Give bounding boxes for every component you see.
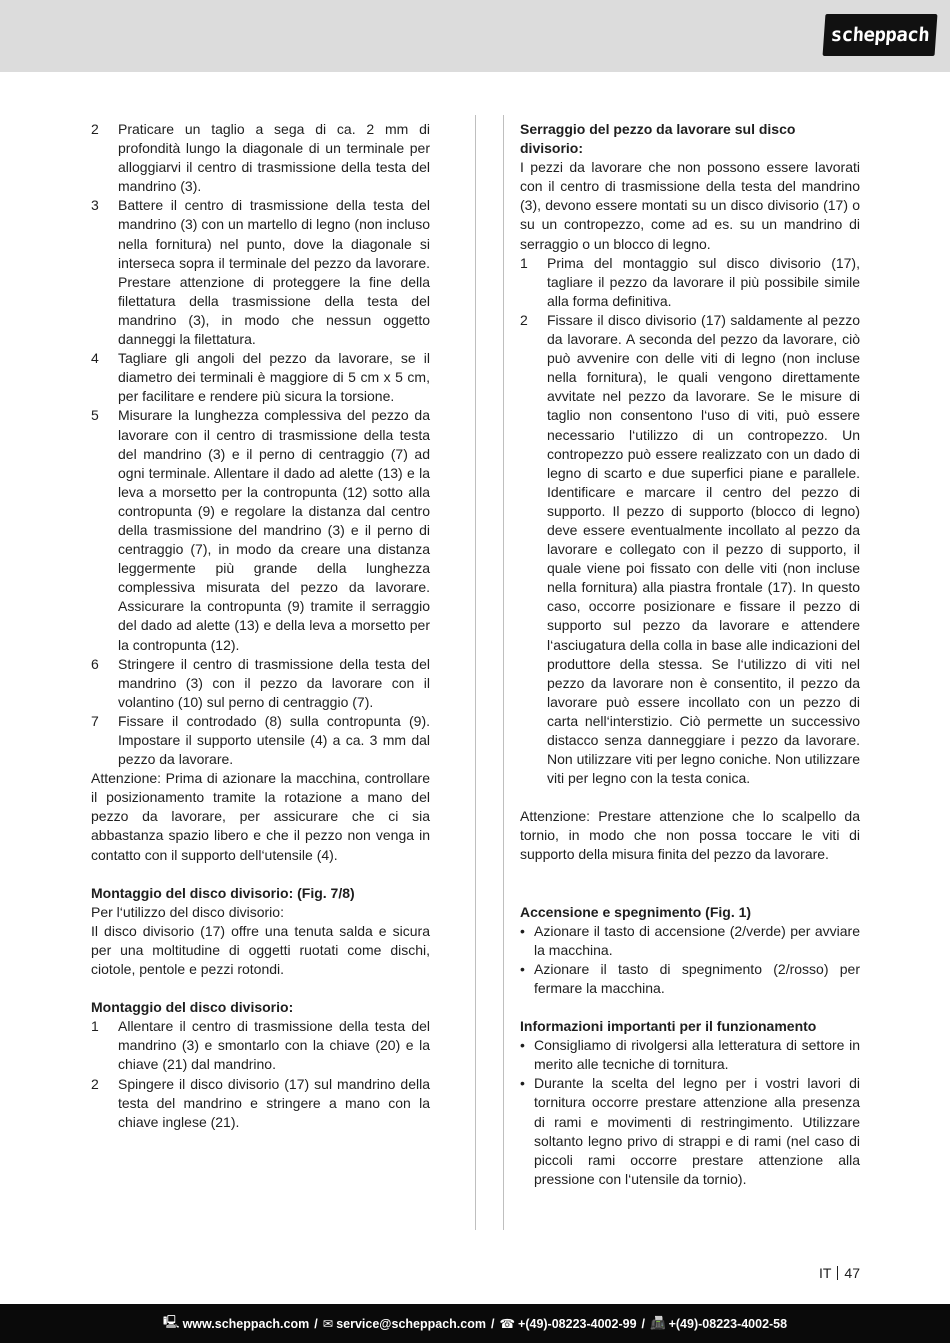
bullet-text: Azionare il tasto di spegnimento (2/rosso) per fermare la macchina. — [534, 960, 860, 996]
bullet-text: Durante la scelta del legno per i vostri lavori di tornitura occorre prestare attenzione alla presenza di rami e movimenti di restringimento. Utilizzare soltanto legno privo di strappi e di rami (nel caso di piccoli rami occorre prestare attenzione alla pressione con l‘utensile da tornio). — [534, 1075, 860, 1187]
bullet-icon: • — [520, 922, 525, 939]
footer-bar — [0, 1304, 950, 1343]
steps-list-a — [91, 120, 430, 769]
logo-text: scheppach — [829, 24, 930, 46]
section-heading: Informazioni importanti per il funzionamento — [520, 1018, 817, 1035]
bullet-text: Consigliamo di rivolgersi alla letteratura di settore in merito alle tecniche di tornitura. — [534, 1037, 860, 1073]
list-item — [520, 254, 860, 311]
paragraph: Per l‘utilizzo del disco divisorio: — [91, 903, 284, 920]
fax-icon: 📠 — [650, 1316, 666, 1330]
step-number: 7 — [91, 712, 99, 729]
page-number-value: 47 — [844, 1265, 860, 1281]
bullet-icon: • — [520, 960, 525, 977]
step-text: Tagliare gli angoli del pezzo da lavorare, se il diametro dei terminali è maggiore di 5 cm x 5 cm, per facilitare e rendere più sicura la torsione. — [118, 350, 430, 405]
right-column — [520, 120, 860, 1189]
left-column — [91, 120, 430, 1132]
list-item — [91, 655, 430, 712]
page-separator — [837, 1266, 838, 1280]
list-item — [91, 712, 430, 769]
list-item — [520, 960, 860, 998]
language-code: IT — [818, 1265, 832, 1281]
bullet-text: Azionare il tasto di accensione (2/verde) per avviare la macchina. — [534, 922, 860, 958]
column-divider — [475, 115, 476, 1230]
section-heading: Accensione e spegnimento (Fig. 1) — [520, 903, 752, 920]
step-text: Allentare il centro di trasmissione della testa del mandrino (3) e smontarlo con la chiave (20) e la chiave (21) dal mandrino. — [118, 1018, 430, 1073]
list-item — [520, 311, 860, 788]
step-number: 2 — [520, 311, 528, 328]
step-text: Spingere il disco divisorio (17) sul mandrino della testa del mandrino e stringere a mano con la chiave inglese (21). — [118, 1075, 430, 1130]
list-item — [91, 120, 430, 196]
footer-separator: / — [490, 1316, 495, 1331]
attention-note: Attenzione: Prima di azionare la macchina, controllare il posizionamento tramite la rotazione a mano del pezzo da lavorare, per assicurare che ci sia abbastanza spazio libero e che il pezzo non venga in contatto con il supporto dell‘utensile (4). — [91, 770, 430, 863]
step-number: 6 — [91, 655, 99, 672]
step-number: 3 — [91, 197, 99, 214]
step-text: Fissare il controdado (8) sulla contropunta (9). Impostare il supporto utensile (4) a ca. 3 mm dal pezzo da lavorare. — [118, 712, 430, 768]
bullet-list-info — [520, 1036, 860, 1189]
step-text: Prima del montaggio sul disco divisorio (17), tagliare il pezzo da lavorare il più possibile simile alla forma definitiva. — [547, 254, 860, 309]
paragraph: Il disco divisorio (17) offre una tenuta salda e sicura per una moltitudine di oggetti ruotati come dischi, ciotole, pentole e pezzi rotondi. — [91, 922, 430, 978]
section-heading: Montaggio del disco divisorio: — [91, 999, 294, 1016]
bullet-list-onoff — [520, 922, 860, 998]
header-band — [0, 0, 950, 72]
list-item — [520, 922, 860, 960]
list-item — [91, 349, 430, 406]
paragraph: I pezzi da lavorare che non possono essere lavorati con il centro di trasmissione della testa del mandrino (3), devono essere montati su un disco divisorio (17) o su un contropezzo, come ad es. su un mandrino di serraggio o un blocco di legno. — [520, 159, 860, 252]
list-item — [520, 1036, 860, 1074]
phone-icon: ☎ — [499, 1317, 516, 1331]
footer-separator: / — [314, 1316, 318, 1331]
step-number: 4 — [91, 350, 99, 367]
step-number: 2 — [91, 121, 99, 137]
step-text: Misurare la lunghezza complessiva del pezzo da lavorare con il centro di trasmissione della testa del mandrino (3) e il perno di centraggio (7) ad ogni terminale. Allentare il dado ad alette (13) e la leva a morsetto per la contropunta (12) sotto alla contropunta (9) e regolare la distanza dal centro della trasmissione del mandrino (3) e il perno di centraggio (7), in modo da creare una distanza leggermente più grande della lunghezza complessiva misurata del pezzo da lavorare. Assicurare la contropunta (9) tramite il serraggio del dado ad alette (13) e della leva a morsetto per la contropunta (12). — [118, 407, 430, 653]
step-text: Battere il centro di trasmissione della testa del mandrino (3) con un martello di legno (non incluso nella fornitura) nel punto, dove la diagonale si interseca sopra il terminale del pezzo da lavorare. Prestare attenzione di proteggere la fine della filettatura della trasmissione della testa del mandrino (3), in modo che nessun oggetto danneggi la filettatura. — [118, 197, 430, 348]
steps-list-c — [520, 254, 860, 789]
step-number: 2 — [91, 1075, 99, 1092]
step-number: 1 — [520, 254, 528, 271]
list-item — [520, 1074, 860, 1189]
section-heading: Serraggio del pezzo da lavorare sul disco divisorio: — [520, 121, 796, 157]
step-text: Stringere il centro di trasmissione della testa del mandrino (3) con il pezzo da lavorare con il volantino (10) sul perno di centraggio (7). — [118, 655, 430, 710]
bullet-icon: • — [520, 1037, 525, 1054]
bullet-icon: • — [520, 1075, 525, 1092]
list-item — [91, 1017, 430, 1074]
column-divider-secondary — [503, 115, 504, 1230]
email-icon: ✉ — [322, 1317, 334, 1331]
footer-fax: +(49)-08223-4002-58 — [668, 1316, 788, 1331]
attention-note: Attenzione: Prestare attenzione che lo scalpello da tornio, in modo che non possa toccare le viti di supporto della misura finita del pezzo da lavorare. — [520, 808, 860, 863]
computer-icon: 🖳 — [162, 1315, 180, 1329]
step-text: Praticare un taglio a sega di ca. 2 mm di profondità lungo la diagonale di un terminale per alloggiarvi il centro di trasmissione della testa del mandrino (3). — [118, 121, 430, 195]
step-text: Fissare il disco divisorio (17) saldamente al pezzo da lavorare. A seconda del pezzo da lavorare, ciò può avvenire con delle viti di legno (non incluse nella fornitura), le quali vengono direttamente avvitate nel pezzo da lavorare. Se le misure di taglio non consentono l‘uso di viti, può essere necessario l‘utilizzo di un contropezzo. Un contropezzo può essere realizzato con un dado di legno di scarto e due superfici piane e parallele. Identificare e marcare il centro del pezzo di supporto. Il pezzo di supporto (blocco di legno) deve essere eventualmente incollato al pezzo da lavorare e collegato con il pezzo di supporto, il quale viene poi fissato con delle viti (non incluse nella fornitura) alla piastra frontale (17). In questo caso, occorre posizionare e fissare il pezzo di supporto sul pezzo da lavorare e attendere l‘asciugatura della colla in base alle indicazioni del produttore della stessa. Se l‘utilizzo di viti nel pezzo da lavorare non è consentito, il pezzo da lavorare può essere incollato con un pezzo di carta nell‘interstizio. Ciò permette un successivo distacco senza danneggiare i pezzo da lavorare. Non utilizzare viti per legno coniche. Non utilizzare viti per legno con la testa conica. — [547, 311, 860, 787]
page-number — [819, 1265, 860, 1281]
step-number: 5 — [91, 407, 99, 424]
step-number: 1 — [91, 1018, 99, 1035]
list-item — [91, 196, 430, 349]
footer-phone: +(49)-08223-4002-99 — [518, 1316, 637, 1331]
list-item — [91, 406, 430, 654]
section-heading: Montaggio del disco divisorio: (Fig. 7/8) — [91, 884, 355, 901]
brand-logo — [823, 14, 938, 56]
steps-list-b — [91, 1017, 430, 1132]
footer-email[interactable]: service@scheppach.com — [336, 1316, 486, 1331]
footer-website[interactable]: www.scheppach.com — [182, 1316, 310, 1331]
list-item — [91, 1075, 430, 1132]
footer-separator: / — [641, 1316, 646, 1331]
